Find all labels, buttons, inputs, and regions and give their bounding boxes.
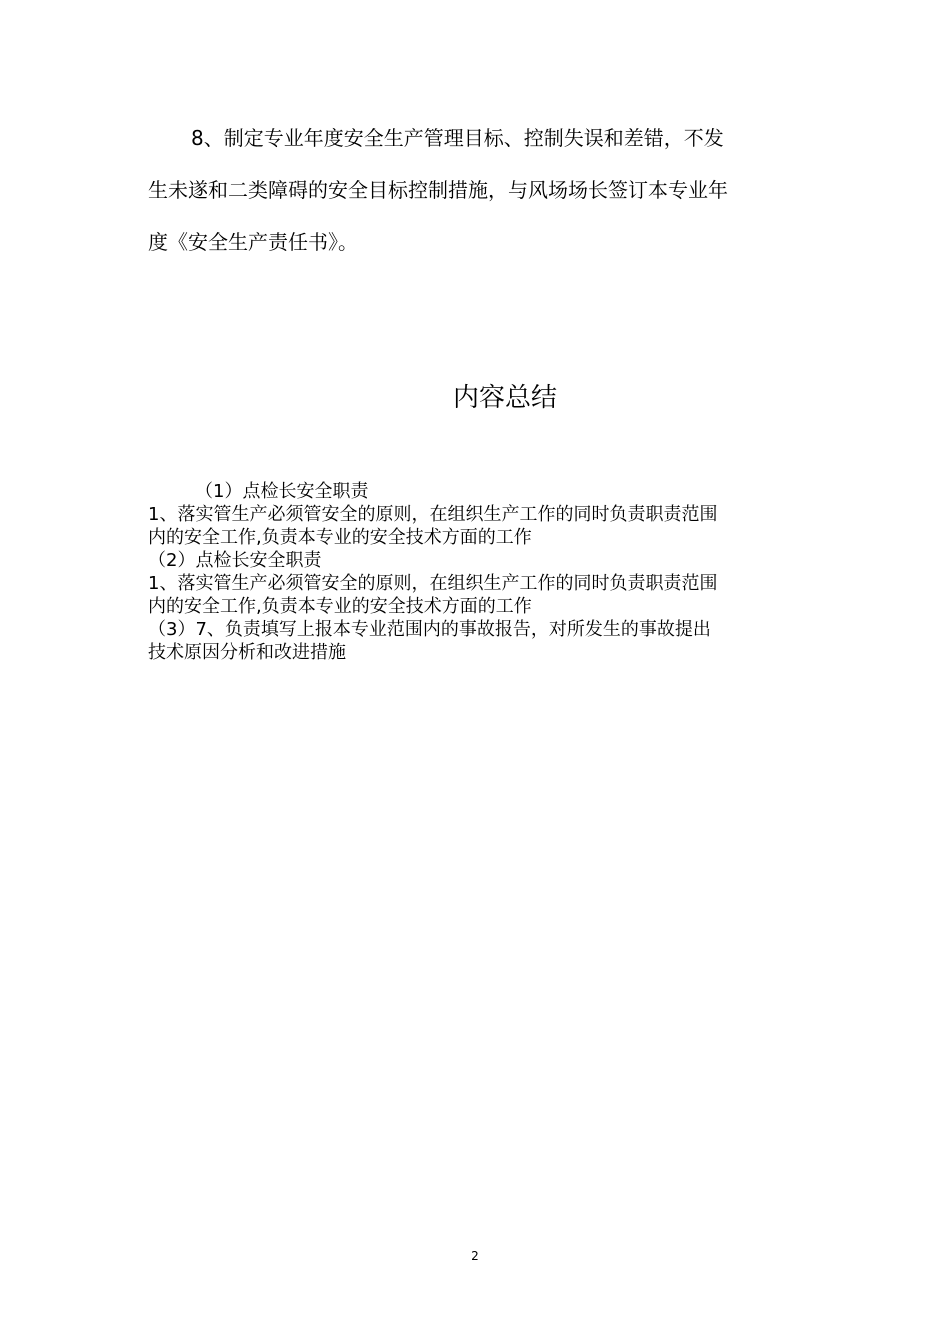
summary-line: 1、落实管生产必须管安全的原则，在组织生产工作的同时负责职责范围 [148,573,718,594]
summary-line: （2）点检长安全职责 [148,550,322,571]
paragraph-line: 生未遂和二类障碍的安全目标控制措施，与风场场长签订本专业年 [148,178,728,202]
paragraph-line: 度《安全生产责任书》。 [148,230,358,254]
summary-line: 1、落实管生产必须管安全的原则，在组织生产工作的同时负责职责范围 [148,504,718,525]
summary-line: 内的安全工作,负责本专业的安全技术方面的工作 [148,527,532,548]
paragraph-line: 8、制定专业年度安全生产管理目标、控制失误和差错，不发 [191,126,724,150]
summary-line: 技术原因分析和改进措施 [148,642,346,663]
summary-line: （3）7、负责填写上报本专业范围内的事故报告，对所发生的事故提出 [148,619,711,640]
summary-line: 内的安全工作,负责本专业的安全技术方面的工作 [148,596,532,617]
summary-title: 内容总结 [452,383,557,413]
summary-line: （1）点检长安全职责 [195,481,369,502]
page-number: 2 [471,1249,479,1263]
summary-block [148,480,828,664]
